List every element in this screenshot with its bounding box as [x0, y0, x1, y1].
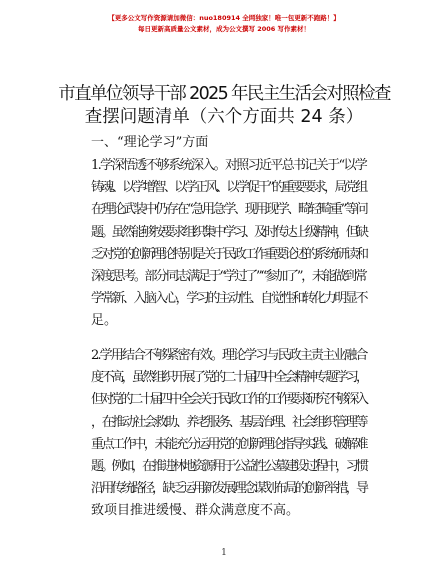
paragraph-line: 深度思考。部分同志满足于“学过了”“参加了”，未能做到常	[91, 268, 366, 284]
paragraph-line: 乏对党的创新理论特别是关于民政工作重要论述的系统研读和	[91, 246, 367, 262]
paragraph-line: 在理论武装中仍存在“急用急学、现用现学、畸轻畸重”等问	[91, 202, 367, 218]
paragraph-line: 题。例如，在推进林地资源用于公益性公墓建设过程中，习惯	[91, 458, 367, 474]
paragraph-line: 度不高，虽然组织开展了党的二十届四中全会精神专题学习，	[91, 370, 367, 386]
paragraph-line: 沿用传统路径，缺乏运用新发展理念谋划布局的创新举措，导	[91, 481, 367, 497]
paragraph-line: 2.学用结合不够紧密有效。理论学习与民政主责主业融合	[91, 348, 367, 363]
paragraph-line: ，在推动社会救助、养老服务、基层治理、社会组织管理等	[91, 414, 367, 430]
paragraph-item-1	[91, 155, 366, 333]
paragraph-line: 题。虽然能够按要求组织集中学习、及时传达上级精神，但缺	[91, 224, 367, 240]
document-title-line-1: 市直单位领导干部 2025 年民主生活会对照检查	[58, 84, 390, 104]
document-title-line-2: 查摆问题清单（六个方面共 24 条）	[84, 107, 364, 127]
paragraph-line: 重点工作中，未能充分运用党的创新理论指导实践、破解难	[91, 436, 367, 452]
paragraph-line: 但对党的二十届四中全会关于民政工作的工作要求研究不够深入	[91, 392, 366, 408]
paragraph-line: 1.学深悟透不够系统深入。对照习近平总书记关于“以学	[91, 158, 367, 173]
paragraph-line: 致项目推进缓慢、群众满意度不高。	[91, 503, 300, 519]
promo-banner-line-1: 【更多公文写作资源请加微信：nuo180914 全网独家！唯一包更新不跑路！】	[108, 14, 340, 22]
paragraph-line: 学常新、入脑入心，学习的主动性、自觉性和转化力明显不	[91, 291, 367, 307]
section-heading-theory-study: 一、“理论学习”方面	[91, 135, 209, 150]
paragraph-line: 足。	[91, 313, 118, 329]
promo-banner-line-2: 每日更新高质量公文素材，成为公文撰写 2006 写作素材！	[137, 25, 311, 33]
paragraph-line: 铸魂、以学增智、以学正风、以学促干”的重要要求，局党组	[91, 180, 366, 196]
paragraph-item-2	[91, 345, 366, 523]
page-number: 1	[221, 548, 227, 558]
